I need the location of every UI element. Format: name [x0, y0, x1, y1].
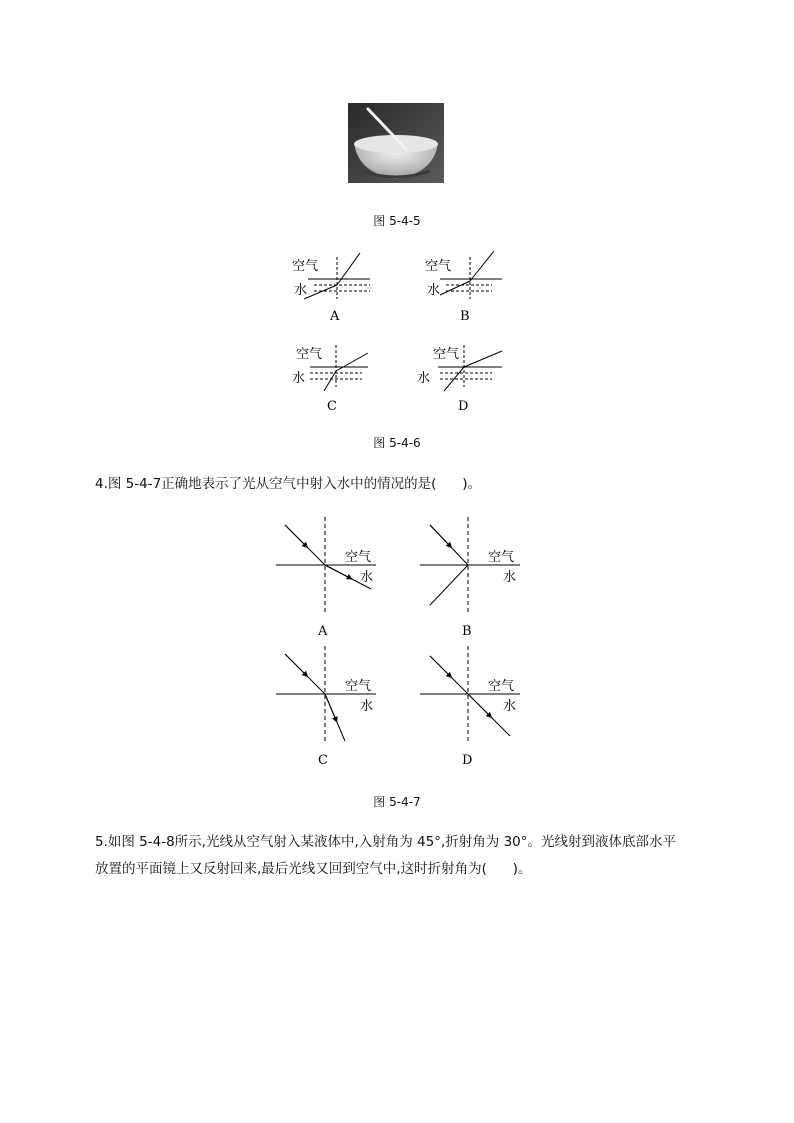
figure-547-option-d: [420, 646, 520, 768]
water-label: 水: [503, 570, 517, 585]
air-label: 空气: [292, 259, 319, 274]
question-4-text: 4.图 5-4-7正确地表示了光从空气中射入水中的情况的是( )。: [95, 476, 481, 492]
question-5-line-1: 5.如图 5-4-8所示,光线从空气射入某液体中,入射角为 45°,折射角为 30°。光线射到液体底部水平: [95, 834, 676, 850]
figure-547-caption: 图 5-4-7: [373, 795, 421, 809]
water-label: 水: [360, 699, 374, 714]
figure-546-caption: 图 5-4-6: [373, 436, 421, 450]
water-label: 水: [292, 371, 306, 386]
air-label: 空气: [425, 259, 452, 274]
figure-545-caption: 图 5-4-5: [373, 214, 421, 228]
air-label: 空气: [433, 347, 460, 362]
option-c-label: C: [327, 399, 337, 414]
figure-546-option-d: [417, 345, 502, 414]
figure-546-drawing: [280, 245, 520, 420]
bowl-photo: [348, 103, 444, 183]
air-label: 空气: [345, 679, 372, 694]
question-5-line-2: 放置的平面镜上又反射回来,最后光线又回到空气中,这时折射角为( )。: [95, 861, 532, 877]
water-label: 水: [503, 699, 517, 714]
option-d-label: D: [458, 399, 469, 414]
figure-546-option-a: [292, 253, 370, 324]
figure-546-option-c: [292, 345, 368, 414]
option-a-label: A: [318, 624, 328, 639]
water-label: 水: [360, 570, 374, 585]
air-label: 空气: [345, 550, 372, 565]
air-label: 空气: [488, 550, 515, 565]
figure-546-option-b: [425, 251, 502, 324]
figure-547-option-a: [276, 517, 376, 639]
bowl-photo-drawing: [348, 103, 444, 183]
option-d-label: D: [462, 753, 473, 768]
figure-546: [280, 245, 520, 420]
option-b-label: B: [462, 624, 472, 639]
air-label: 空气: [488, 679, 515, 694]
figure-547-option-b: [420, 517, 520, 639]
option-b-label: B: [460, 309, 470, 324]
water-label: 水: [294, 283, 308, 298]
option-a-label: A: [330, 309, 340, 324]
water-label: 水: [417, 371, 431, 386]
figure-547: [270, 515, 530, 775]
water-label: 水: [427, 283, 441, 298]
figure-547-drawing: [270, 515, 530, 775]
figure-547-option-c: [276, 646, 376, 768]
air-label: 空气: [296, 347, 323, 362]
option-c-label: C: [318, 753, 328, 768]
